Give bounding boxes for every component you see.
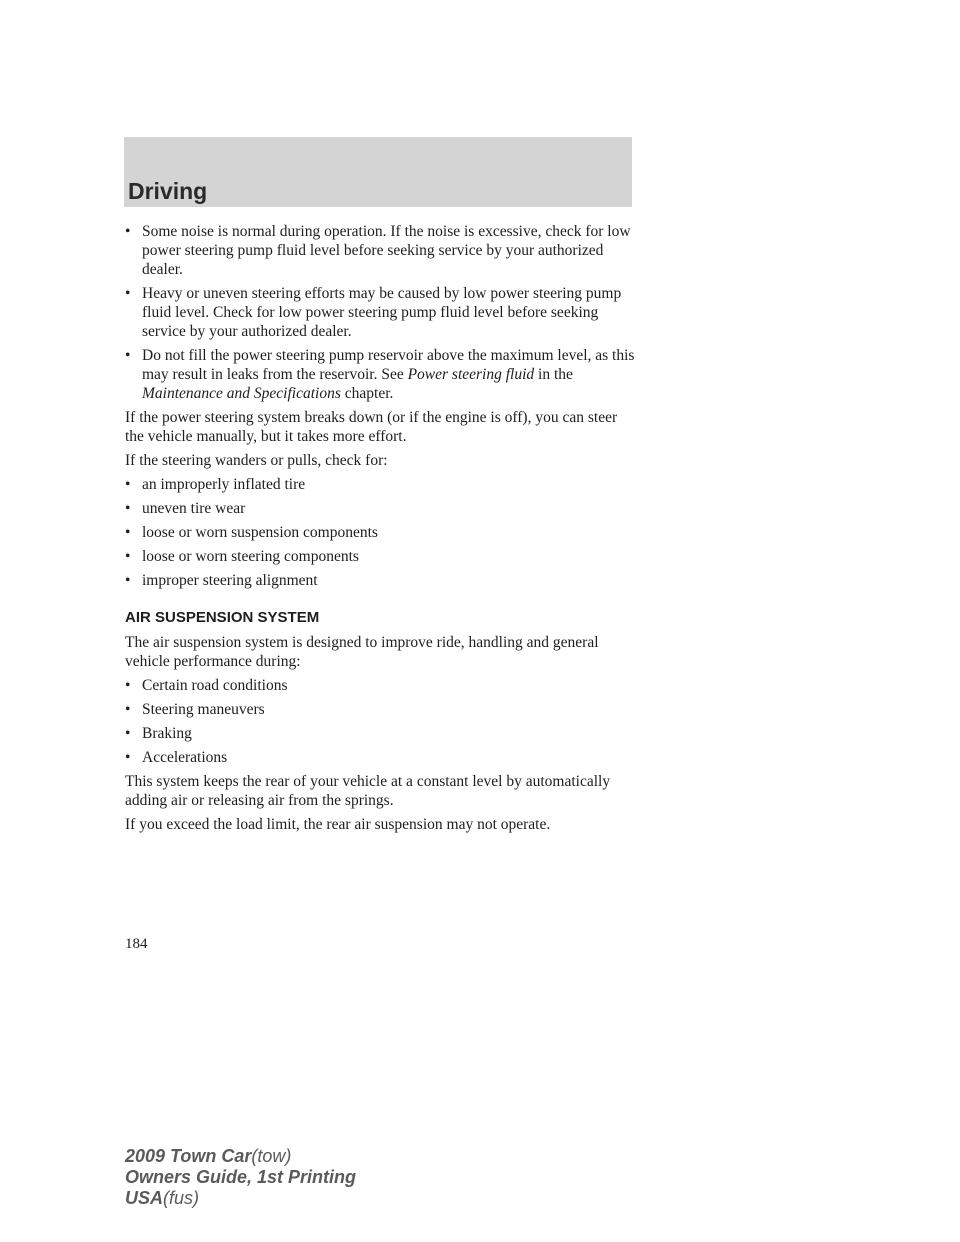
bullet-icon: •: [125, 476, 131, 493]
cross-reference-topic: Power steering fluid: [407, 366, 535, 383]
cross-reference-chapter: Maintenance and Specifications: [142, 385, 341, 402]
page-body: [125, 222, 635, 839]
bullet-icon: •: [125, 572, 131, 589]
paragraph-breakdown: If the power steering system breaks down (or if the engine is off), you can steer the vehicle manually, but it takes more effort.: [125, 409, 618, 445]
list-item: [125, 499, 635, 518]
list-item: [125, 748, 635, 767]
footer-code: (fus): [163, 1188, 200, 1208]
bullet-icon: •: [125, 223, 131, 240]
footer-code: (tow): [251, 1146, 292, 1166]
list-item-text: loose or worn suspension components: [142, 524, 378, 541]
list-item: [125, 547, 635, 566]
bullet-icon: •: [125, 548, 131, 565]
list-item: [125, 475, 635, 494]
list-item-text: in the: [534, 366, 573, 383]
list-item-text: improper steering alignment: [142, 572, 318, 589]
bullet-icon: •: [125, 677, 131, 694]
list-item: [125, 571, 635, 590]
print-footer: [125, 1146, 356, 1209]
check-list: [125, 475, 635, 590]
bullet-icon: •: [125, 701, 131, 718]
section-paragraph: If you exceed the load limit, the rear air suspension may not operate.: [125, 816, 551, 833]
list-item-text: uneven tire wear: [142, 500, 246, 517]
footer-line: [125, 1167, 356, 1188]
list-item: [125, 284, 635, 341]
page-number: 184: [125, 936, 148, 952]
paragraph-wanders: If the steering wanders or pulls, check for:: [125, 452, 388, 469]
footer-edition: Owners Guide, 1st Printing: [125, 1167, 357, 1187]
list-item-text: Braking: [142, 725, 192, 742]
footer-model: 2009 Town Car: [125, 1146, 252, 1166]
bullet-icon: •: [125, 725, 131, 742]
list-item: [125, 346, 635, 403]
list-item: [125, 724, 635, 743]
footer-line: [125, 1146, 356, 1167]
list-item-text: Steering maneuvers: [142, 701, 265, 718]
list-item-text: Do not fill the power steering pump reservoir above the maximum level, as this may result in leaks from the reservoir. See: [142, 347, 635, 383]
chapter-title: Driving: [128, 178, 208, 204]
bullet-icon: •: [125, 285, 131, 302]
list-item-text: Heavy or uneven steering efforts may be caused by low power steering pump fluid level. Check for low power steering pump fluid level before seeking service by your authorized dealer.: [142, 285, 622, 340]
list-item: [125, 523, 635, 542]
condition-list: [125, 676, 635, 767]
list-item-text: loose or worn steering components: [142, 548, 359, 565]
list-item-text: Accelerations: [142, 749, 228, 766]
list-item: [125, 700, 635, 719]
list-item-text: an improperly inflated tire: [142, 476, 306, 493]
list-item: [125, 676, 635, 695]
list-item-text: Some noise is normal during operation. If the noise is excessive, check for low power steering pump fluid level before seeking service by your authorized dealer.: [142, 223, 631, 278]
footer-line: [125, 1188, 356, 1209]
section-paragraph: This system keeps the rear of your vehicle at a constant level by automatically adding air or releasing air from the springs.: [125, 773, 611, 809]
bullet-icon: •: [125, 749, 131, 766]
list-item: [125, 222, 635, 279]
list-item-text: Certain road conditions: [142, 677, 288, 694]
list-item-text: chapter.: [340, 385, 394, 402]
section-intro: The air suspension system is designed to improve ride, handling and general vehicle performance during:: [125, 634, 599, 670]
bullet-icon: •: [125, 524, 131, 541]
section-heading: AIR SUSPENSION SYSTEM: [125, 609, 320, 626]
footer-market: USA: [125, 1188, 164, 1208]
bullet-icon: •: [125, 500, 131, 517]
bullet-icon: •: [125, 347, 131, 364]
